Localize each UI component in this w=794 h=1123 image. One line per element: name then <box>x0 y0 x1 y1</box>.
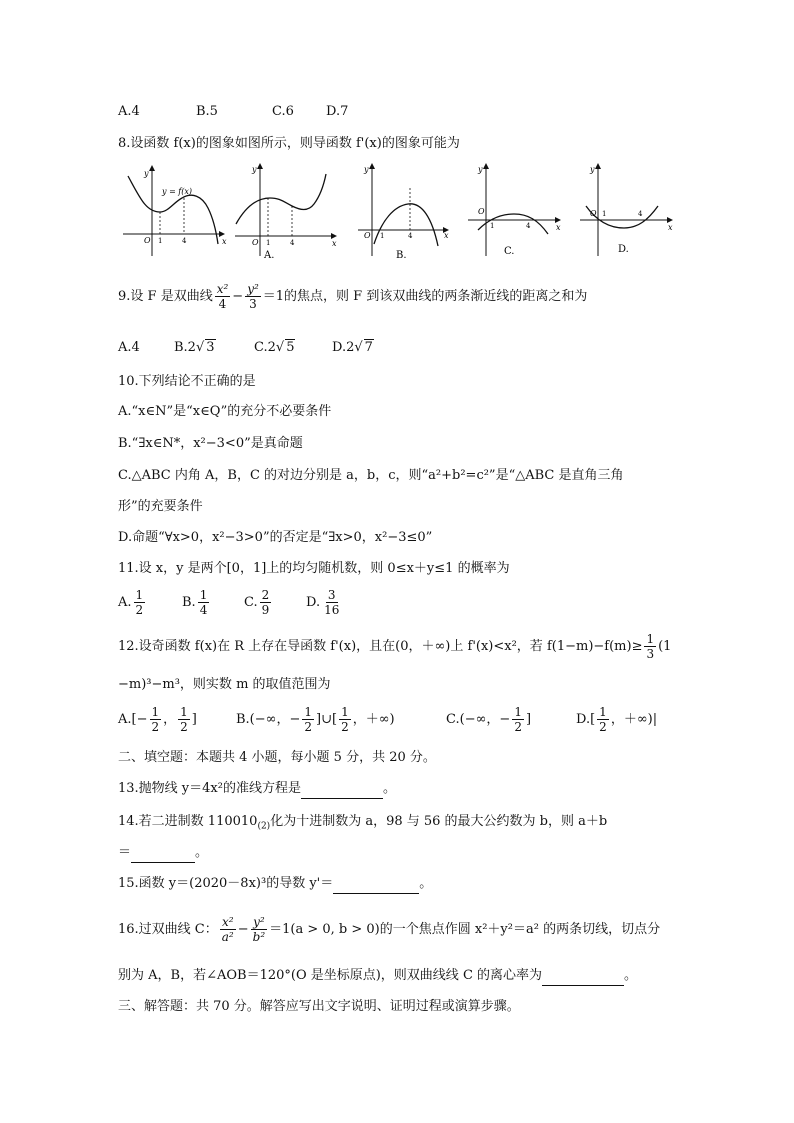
graph-b-origin: O <box>364 231 371 240</box>
graph-d <box>580 164 673 256</box>
q8-graphs <box>118 158 678 266</box>
graph-d-origin: O <box>590 209 597 218</box>
q9-prefix: 9.设 F 是双曲线 <box>118 289 213 304</box>
q14-line2: ＝ 。 <box>118 843 208 863</box>
q16-line2: 别为 A，B，若∠AOB＝120°(O 是坐标原点)，则双曲线线 C 的离心率为 。 <box>118 966 637 986</box>
graph-a-y-label: y <box>252 165 257 174</box>
q8-stem: 8.设函数 f(x)的图象如图所示，则导函数 f'(x)的图象可能为 <box>118 136 460 151</box>
graph-f-x-label: x <box>222 237 227 246</box>
q7-option-b: B.5 <box>196 104 218 119</box>
q9-option-a: A.4 <box>118 340 140 355</box>
q11-option-a: A. $\frac{1}{2}$ <box>118 588 144 617</box>
q16-answer-blank[interactable] <box>542 971 624 986</box>
q12-option-d: D.[ $\frac{1}{2}$ ，＋∞)| <box>576 705 658 734</box>
q9-option-d: D.2√ 7 <box>332 340 373 355</box>
graph-a-tick-4: 4 <box>290 239 295 247</box>
q15-stem: 15.函数 y＝(2020－8x)³的导数 y'＝ 。 <box>118 874 432 894</box>
graph-c-y-label: y <box>478 165 483 174</box>
q9-stem: 9.设 F 是双曲线 $\frac{\text{x²}}{4}$ − $\frac{\text{y²}}{3}$ ＝1的焦点，则 F 到该双曲线的两条渐近线的距离之和为 <box>118 282 588 311</box>
q7-option-a: A.4 <box>118 104 140 119</box>
graph-c-caption: C. <box>504 246 515 257</box>
q12-option-a: A.[− $\frac{1}{2}$ ， $\frac{1}{2}$ ] <box>118 705 197 734</box>
q12-option-b: B.(−∞，− $\frac{1}{2}$ ]∪[ $\frac{1}{2}$ ，＋∞) <box>236 705 395 734</box>
graph-d-caption: D. <box>618 244 629 255</box>
q10-option-d: D.命题“∀x>0，x²−3>0”的否定是“∃x>0，x²−3≤0” <box>118 530 433 545</box>
graph-a-tick-1: 1 <box>266 239 271 247</box>
graph-d-tick-4: 4 <box>638 210 643 218</box>
graph-a <box>235 164 337 261</box>
section2-title: 二、填空题：本题共 4 小题，每小题 5 分，共 20 分。 <box>118 750 436 765</box>
graph-a-caption: A. <box>264 250 275 261</box>
graph-b-y-label: y <box>364 165 369 174</box>
q9-option-b: B.2√ 3 <box>174 340 215 355</box>
graph-c-tick-1: 1 <box>490 222 495 230</box>
graph-a-origin: O <box>252 238 259 247</box>
q14-line1: 14.若二进制数 $110010_{(2)}$化为十进制数为 a，98 与 56 的最大公约数为 b，则 a＋b <box>118 814 608 832</box>
q11-option-d: D. $\frac{3}{16}$ <box>306 588 340 617</box>
graph-b-caption: B. <box>396 250 407 261</box>
q9-frac-y: $\frac{\text{y²}}{3}$ <box>247 282 259 311</box>
q11-options <box>118 588 343 618</box>
graph-d-y-label: y <box>590 165 595 174</box>
q15-answer-blank[interactable] <box>333 879 419 894</box>
graph-b-x-label: x <box>444 231 449 240</box>
q10-option-a: A.“x∈N”是“x∈Q”的充分不必要条件 <box>118 404 332 419</box>
q7-option-d: D.7 <box>326 104 349 119</box>
graph-d-tick-1: 1 <box>602 210 607 218</box>
graph-f-tick-4: 4 <box>182 237 187 245</box>
graph-c <box>468 164 561 257</box>
graph-f-y-label: y <box>144 169 149 178</box>
q16-line1: 16.过双曲线 C： $\frac{\text{x²}}{\text{a²}}$ − $\frac{\text{y²}}{\text{b²}}$ ＝1(a > 0, b > 0)的一个焦点作圆 x²＋y²＝a² 的两条切线，切点分 <box>118 915 661 944</box>
graph-f-curve-label: y = f(x) <box>162 187 193 196</box>
q7-options <box>118 102 348 122</box>
q10-option-b: B.“∃x∈N*，x²−3<0”是真命题 <box>118 436 303 451</box>
q12-option-c: C.(−∞，− $\frac{1}{2}$ ] <box>446 705 532 734</box>
graph-f-origin: O <box>144 236 151 245</box>
graph-d-x-label: x <box>668 223 673 232</box>
q12-options <box>118 705 657 735</box>
graph-c-tick-4: 4 <box>526 222 531 230</box>
q9-frac-x: $\frac{\text{x²}}{4}$ <box>216 282 229 311</box>
graph-b <box>358 164 449 261</box>
q13-stem: 13.抛物线 y＝4x²的准线方程是 。 <box>118 779 396 799</box>
graph-f-tick-1: 1 <box>158 237 163 245</box>
q9-options <box>118 338 374 358</box>
graph-a-x-label: x <box>332 239 337 248</box>
q9-option-c: C.2√ 5 <box>254 340 295 355</box>
q14-answer-blank[interactable] <box>131 848 195 863</box>
graph-b-tick-4: 4 <box>408 232 413 240</box>
q11-stem: 11.设 x，y 是两个[0，1]上的均匀随机数，则 0≤x＋y≤1 的概率为 <box>118 561 510 576</box>
graph-f <box>123 166 227 256</box>
q10-stem: 10.下列结论不正确的是 <box>118 374 256 389</box>
q10-option-c-line1: C.△ABC 内角 A，B，C 的对边分别是 a，b，c，则“a²+b²=c²”是“△ABC 是直角三角 <box>118 468 624 483</box>
q11-option-c: C. $\frac{2}{9}$ <box>244 588 270 617</box>
q7-option-c: C.6 <box>272 104 294 119</box>
section3-title: 三、解答题：共 70 分。解答应写出文字说明、证明过程或演算步骤。 <box>118 999 520 1014</box>
q11-option-b: B. $\frac{1}{4}$ <box>182 588 208 617</box>
q9-suffix: ＝1的焦点，则 F 到该双曲线的两条渐近线的距离之和为 <box>262 289 588 304</box>
graph-b-tick-1: 1 <box>380 232 385 240</box>
q12-line1: 12.设奇函数 f(x)在 R 上存在导函数 f'(x)，且在(0，＋∞)上 f'(x)<x²，若 f(1−m)−f(m)≥ $\frac{1}{3}$ (1 <box>118 632 672 661</box>
q13-answer-blank[interactable] <box>301 784 383 799</box>
graph-c-origin: O <box>478 207 485 216</box>
graph-c-x-label: x <box>556 223 561 232</box>
q12-line2: −m)³−m³，则实数 m 的取值范围为 <box>118 677 331 692</box>
q10-option-c-line2: 形”的充要条件 <box>118 499 203 514</box>
